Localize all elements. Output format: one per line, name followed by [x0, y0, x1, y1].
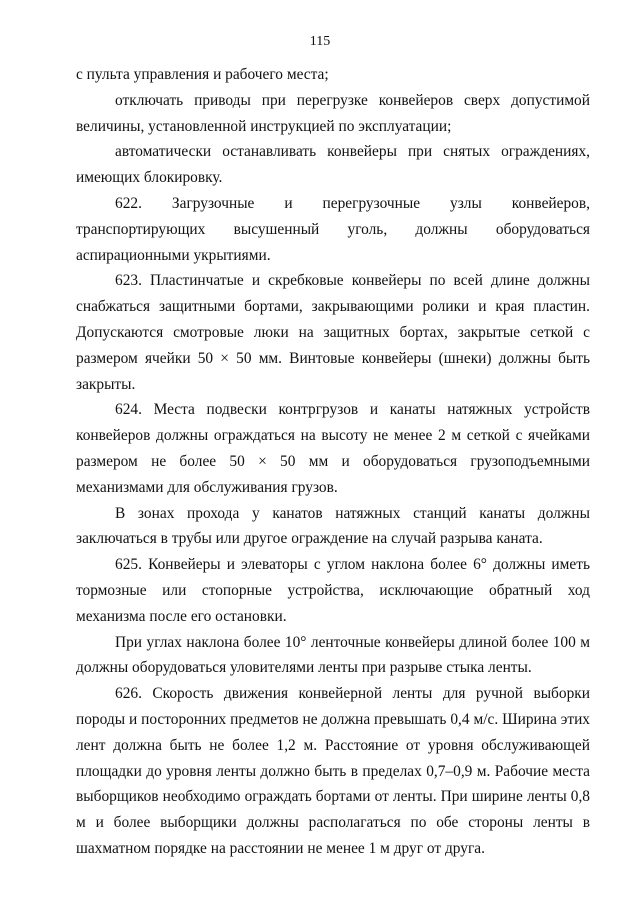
paragraph-626: 626. Скорость движения конвейерной ленты для ручной выборки породы и посторонних предметов не должна превышать 0,4 м/с. Ширина этих лент должна быть не более 1,2 м. Расстояние от уровня обслуживающей площадки до уровня ленты должно быть в пределах 0,7–0,9 м. Рабочие места выборщиков необходимо ограждать бортами от ленты. При ширине ленты 0,8 м и более выборщики должны располагаться по обе стороны ленты в шахматном порядке на расстоянии не менее 1 м друг от друга.: [76, 685, 590, 857]
page-number: 115: [309, 34, 331, 49]
paragraph-overload-disconnect: отключать приводы при перегрузке конвейеров сверх допустимой величины, установленной инструкцией по эксплуатации;: [76, 91, 590, 135]
paragraph-tension-stations: В зонах прохода у канатов натяжных станций канаты должны заключаться в трубы или другое ограждение на случай разрыва каната.: [76, 504, 590, 548]
paragraph-auto-stop: автоматически останавливать конвейеры при снятых ограждениях, имеющих блокировку.: [76, 143, 590, 187]
paragraph-622: 622. Загрузочные и перегрузочные узлы конвейеров, транспортирующих высушенный уголь, должны оборудоваться аспирационными укрытиями.: [76, 194, 590, 264]
paragraph-623: 623. Пластинчатые и скребковые конвейеры по всей длине должны снабжаться защитными бортами, закрывающими ролики и края пластин. Допускаются смотровые люки на защитных бортах, закрытые сеткой с размером ячейки 50 × 50 мм. Винтовые конвейеры (шнеки) должны быть закрыты.: [76, 272, 590, 393]
paragraph-control-panel: с пульта управления и рабочего места;: [76, 66, 329, 83]
paragraph-incline-10: При углах наклона более 10° ленточные конвейеры длиной более 100 м должны оборудоваться уловителями ленты при разрыве стыка ленты.: [76, 633, 590, 677]
paragraph-625: 625. Конвейеры и элеваторы с углом наклона более 6° должны иметь тормозные или стопорные устройства, исключающие обратный ход механизма после его остановки.: [76, 556, 590, 625]
document-body: [76, 62, 590, 862]
paragraph-624: 624. Места подвески контргрузов и канаты натяжных устройств конвейеров должны ограждаться на высоту не менее 2 м сеткой с ячейками размером не более 50 × 50 мм и оборудоваться грузоподъемными механизмами для обслуживания грузов.: [76, 401, 590, 496]
